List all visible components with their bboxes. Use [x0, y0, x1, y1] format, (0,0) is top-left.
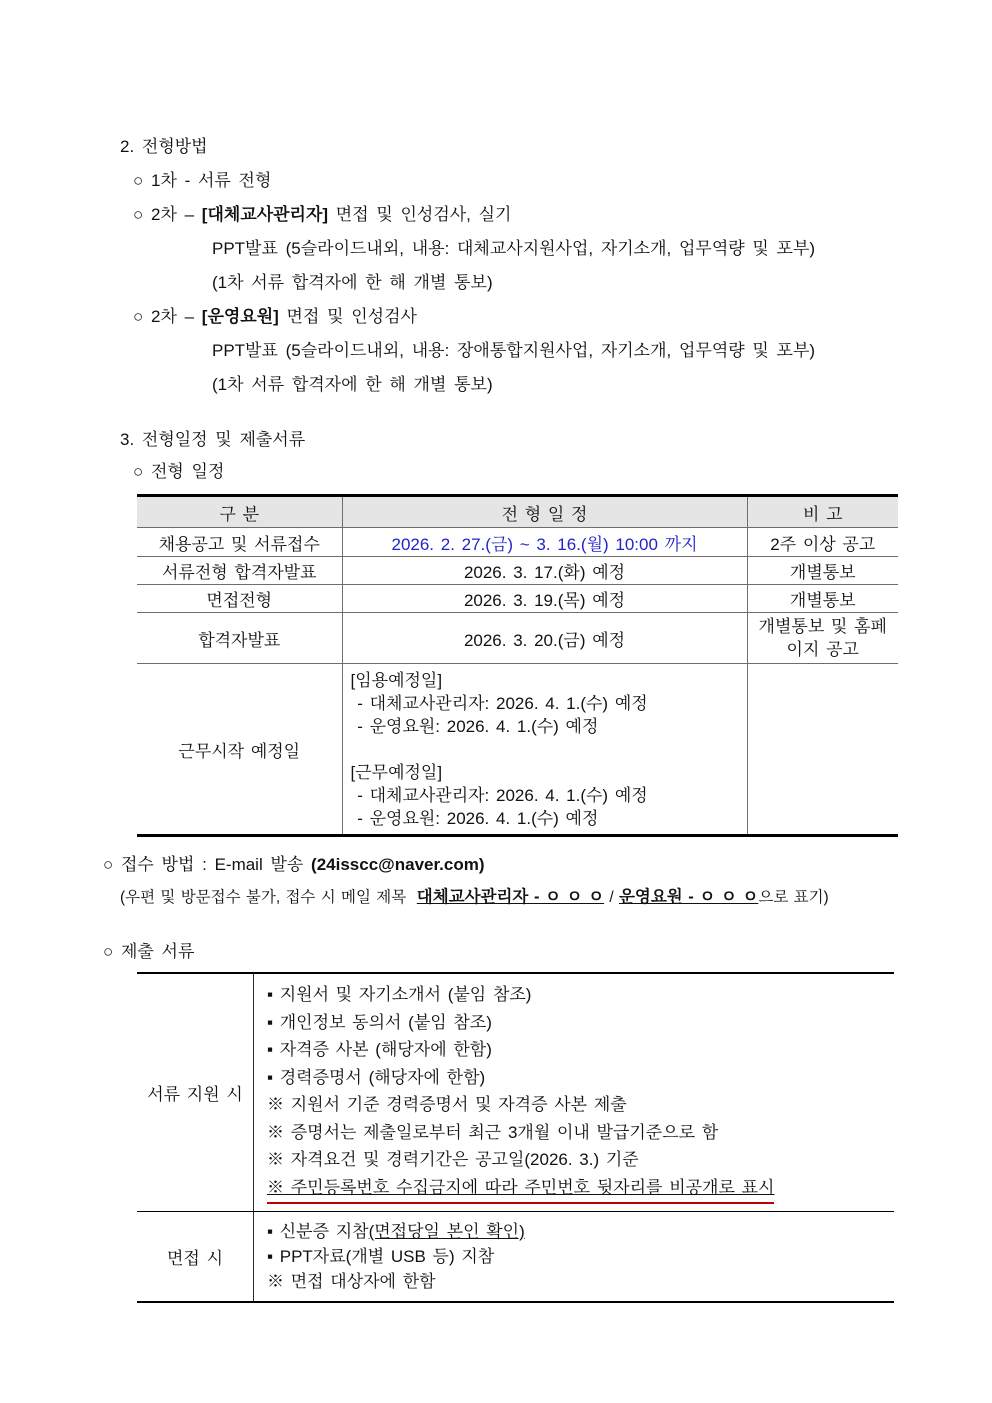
documents-interview-content [254, 1212, 895, 1303]
document-note: ※ 지원서 기준 경력증명서 및 자격증 사본 제출 [267, 1095, 627, 1114]
documents-apply-row [137, 973, 894, 1212]
table-row [137, 585, 898, 613]
documents-row-label: 면접 시 [137, 1212, 254, 1303]
table-row [137, 557, 898, 585]
schedule-section-heading-group [120, 424, 305, 488]
documents-table [137, 972, 894, 1303]
round2-staff-suffix: 면접 및 인성검사 [278, 307, 417, 326]
schedule-subheading: ○ 전형 일정 [133, 462, 225, 481]
application-note-prefix: (우편 및 방문접수 불가, 접수 시 메일 제목 [120, 889, 417, 906]
documents-apply-content [254, 973, 895, 1212]
round2-manager-suffix: 면접 및 인성검사, 실기 [328, 205, 512, 224]
cell-note [747, 613, 898, 664]
round2-manager-notify-note: (1차 서류 합격자에 한 해 개별 통보) [212, 273, 493, 292]
cell-category: 근무시작 예정일 [137, 664, 342, 836]
round2-manager-prefix: ○ 2차 – [133, 205, 202, 224]
email-address: (24isscc@naver.com) [311, 855, 485, 874]
application-note-suffix: 으로 표기) [758, 889, 829, 906]
method-round2-manager-item [133, 198, 815, 232]
id-item-prefix: ▪ 신분증 지참 [267, 1222, 369, 1241]
section-heading-method: 2. 전형방법 [120, 137, 208, 156]
table-row [137, 664, 898, 836]
note-text: 개별통보 및 홈페이지 공고 [758, 617, 887, 659]
document-item: ▪ 지원서 및 자기소개서 (붙임 참조) [267, 985, 532, 1004]
start-date-line: [근무예정일] [350, 763, 443, 782]
round2-staff-notify-note: (1차 서류 합격자에 한 해 개별 통보) [212, 375, 493, 394]
documents-section-heading: ○ 제출 서류 [103, 942, 195, 961]
cell-note: 개별통보 [747, 557, 898, 585]
start-date-line: - 운영요원: 2026. 4. 1.(수) 예정 [350, 809, 599, 828]
cell-start-date-detail [342, 664, 747, 836]
cell-note: 개별통보 [747, 585, 898, 613]
cell-note: 2주 이상 공고 [747, 528, 898, 557]
subject-separator: / [604, 889, 619, 906]
schedule-table-header-row [137, 496, 898, 528]
start-date-line [351, 738, 739, 761]
method-round1-item: ○ 1차 - 서류 전형 [133, 171, 272, 190]
document-item: ▪ 개인정보 동의서 (붙임 참조) [267, 1012, 492, 1032]
header-cell-category: 구 분 [137, 496, 342, 528]
document-note: ※ 면접 대상자에 한함 [267, 1272, 436, 1291]
application-method-line [103, 848, 829, 882]
round2-manager-ppt-note: PPT발표 (5슬라이드내외, 내용: 대체교사지원사업, 자기소개, 업무역량 및 포부) [212, 239, 816, 258]
documents-row-label: 서류 지원 시 [137, 973, 254, 1212]
start-date-line: - 대체교사관리자: 2026. 4. 1.(수) 예정 [350, 694, 648, 713]
application-method-section [103, 848, 829, 913]
method-round2-staff-item [133, 300, 815, 334]
cell-schedule-date: 2026. 3. 17.(화) 예정 [342, 557, 747, 585]
schedule-table [137, 494, 898, 837]
document-item: ▪ 자격증 사본 (해당자에 한함) [267, 1040, 492, 1059]
round2-staff-role: [운영요원] [201, 307, 279, 326]
cell-schedule-date: 2026. 2. 27.(금) ~ 3. 16.(월) 10:00 까지 [342, 528, 747, 557]
cell-schedule-date: 2026. 3. 20.(금) 예정 [342, 613, 747, 664]
mail-subject-staff: 운영요원 - ㅇ ㅇ ㅇ [618, 888, 759, 906]
document-item: ▪ 경력증명서 (해당자에 한함) [267, 1067, 486, 1087]
start-date-line: [임용예정일] [350, 671, 443, 690]
document-note: ※ 자격요건 및 경력기간은 공고일(2026. 3.) 기준 [267, 1150, 639, 1169]
section-heading-schedule: 3. 전형일정 및 제출서류 [120, 430, 306, 449]
header-cell-note: 비 고 [747, 496, 898, 528]
table-row [137, 528, 898, 557]
round2-staff-prefix: ○ 2차 – [133, 307, 202, 326]
start-date-line: - 운영요원: 2026. 4. 1.(수) 예정 [350, 717, 599, 736]
mail-subject-manager: 대체교사관리자 - ㅇ ㅇ ㅇ [416, 888, 605, 906]
selection-method-section [120, 130, 815, 402]
cell-category: 합격자발표 [137, 613, 342, 664]
documents-interview-row [137, 1212, 894, 1303]
round2-manager-role: [대체교사관리자] [201, 205, 329, 224]
privacy-note: ※ 주민등록번호 수집금지에 따라 주민번호 뒷자리를 비공개로 표시 [267, 1174, 774, 1205]
document-item: ▪ PPT자료(개별 USB 등) 지참 [267, 1247, 495, 1266]
document-note: ※ 증명서는 제출일로부터 최근 3개월 이내 발급기준으로 함 [267, 1122, 719, 1142]
application-note-line [120, 882, 829, 913]
cell-note-empty [747, 664, 898, 836]
round2-staff-ppt-note: PPT발표 (5슬라이드내외, 내용: 장애통합지원사업, 자기소개, 업무역량 및 포부) [212, 341, 816, 360]
cell-schedule-date: 2026. 3. 19.(목) 예정 [342, 585, 747, 613]
id-item-underlined: (면접당일 본인 확인) [368, 1222, 525, 1241]
application-method-label: ○ 접수 방법 : E-mail 발송 [103, 855, 312, 874]
table-row [137, 613, 898, 664]
cell-category: 채용공고 및 서류접수 [137, 528, 342, 557]
cell-category: 서류전형 합격자발표 [137, 557, 342, 585]
cell-category: 면접전형 [137, 585, 342, 613]
header-cell-schedule: 전 형 일 정 [342, 496, 747, 528]
start-date-line: - 대체교사관리자: 2026. 4. 1.(수) 예정 [350, 786, 648, 805]
document-item [267, 1219, 894, 1244]
privacy-note-line [267, 1174, 894, 1205]
